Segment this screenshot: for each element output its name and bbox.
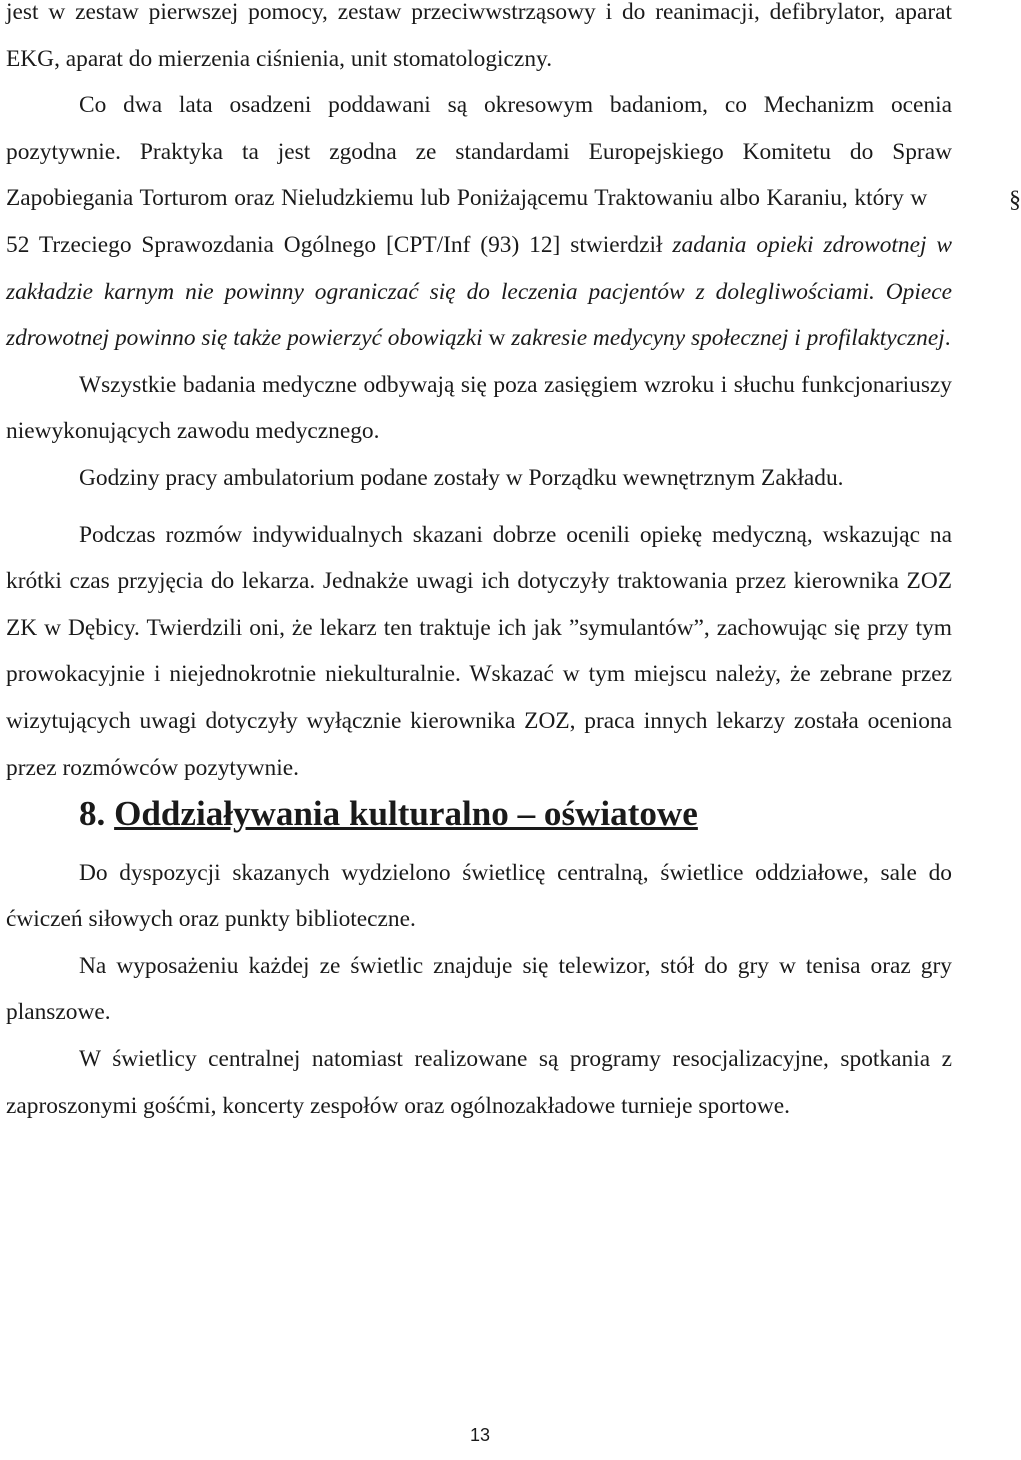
paragraph-medical-exams-italic-1: zadania opieki zdrowotnej w zakładzie karnym nie powinny ograniczać się do leczenia pacjentów z dolegliwościami. Opiece zdrowotnej powinno się także powierzyć obowiązki — [6, 231, 952, 352]
paragraph-medical-exams — [6, 82, 1021, 362]
paragraph-equipment-rooms — [6, 943, 952, 1036]
paragraph-equipment-text: jest w zestaw pierwszej pomocy, zestaw przeciwwstrząsowy i do reanimacji, defibrylator, aparat EKG, aparat do mierzenia ciśnienia, unit stomatologiczny. — [6, 0, 952, 72]
paragraph-privacy — [6, 362, 952, 455]
paragraph-rooms — [6, 850, 952, 943]
section-number: 8. — [79, 794, 106, 834]
section-heading — [6, 791, 952, 838]
paragraph-hours-text: Godziny pracy ambulatorium podane zostały w Porządku wewnętrznym Zakładu. — [79, 464, 844, 491]
paragraph-medical-exams-text-b: 52 Trzeciego Sprawozdania Ogólnego [CPT/Inf (93) 12] stwierdził — [6, 231, 663, 258]
page-number: 13 — [469, 1425, 491, 1445]
section-sign-icon: § — [1009, 187, 1021, 214]
paragraph-rooms-text: Do dyspozycji skazanych wydzielono świetlicę centralną, świetlice oddziałowe, sale do ćwiczeń siłowych oraz punkty biblioteczne. — [6, 859, 952, 933]
paragraph-medical-exams-text-d: . — [944, 325, 951, 352]
paragraph-hours — [6, 455, 952, 502]
paragraph-programs — [6, 1036, 952, 1129]
paragraph-programs-text: W świetlicy centralnej natomiast realizowane są programy resocjalizacyjne, spotkania z zaproszonymi gośćmi, koncerty zespołów oraz ogólnozakładowe turnieje sportowe. — [6, 1046, 952, 1119]
paragraph-medical-exams-text-a: Co dwa lata osadzeni poddawani są okresowym badaniom, co Mechanizm ocenia pozytywnie. Praktyka ta jest zgodna ze standardami Europejskiego Komitetu do Spraw Zapobiegania Torturom oraz Nieludzkiemu lub Poniżającemu Traktowaniu albo Karaniu, który w — [6, 92, 952, 212]
paragraph-medical-exams-italic-2: zakresie medycyny społecznej i profilaktycznej — [511, 325, 945, 352]
paragraph-equipment — [6, 0, 952, 82]
section-title: Oddziaływania kulturalno – oświatowe — [114, 794, 698, 834]
paragraph-equipment-rooms-text: Na wyposażeniu każdej ze świetlic znajduje się telewizor, stół do gry w tenisa oraz gry planszowe. — [6, 952, 952, 1026]
paragraph-interviews — [6, 512, 952, 792]
paragraph-privacy-text: Wszystkie badania medyczne odbywają się poza zasięgiem wzroku i słuchu funkcjonariuszy niewykonujących zawodu medycznego. — [6, 371, 952, 445]
paragraph-interviews-text: Podczas rozmów indywidualnych skazani dobrze ocenili opiekę medyczną, wskazując na krótki czas przyjęcia do lekarza. Jednakże uwagi ich dotyczyły traktowania przez kierownika ZOZ ZK w Dębicy. Twierdzili oni, że lekarz ten traktuje ich jak ”symulantów”, zachowując się przy tym prowokacyjnie i niejednokrotnie niekulturalnie. Wskazać w tym miejscu należy, że zebrane przez wizytujących uwagi dotyczyły wyłącznie kierownika ZOZ, praca innych lekarzy została oceniona przez rozmówców pozytywnie. — [6, 521, 952, 781]
paragraph-medical-exams-text-c: w — [488, 325, 506, 352]
